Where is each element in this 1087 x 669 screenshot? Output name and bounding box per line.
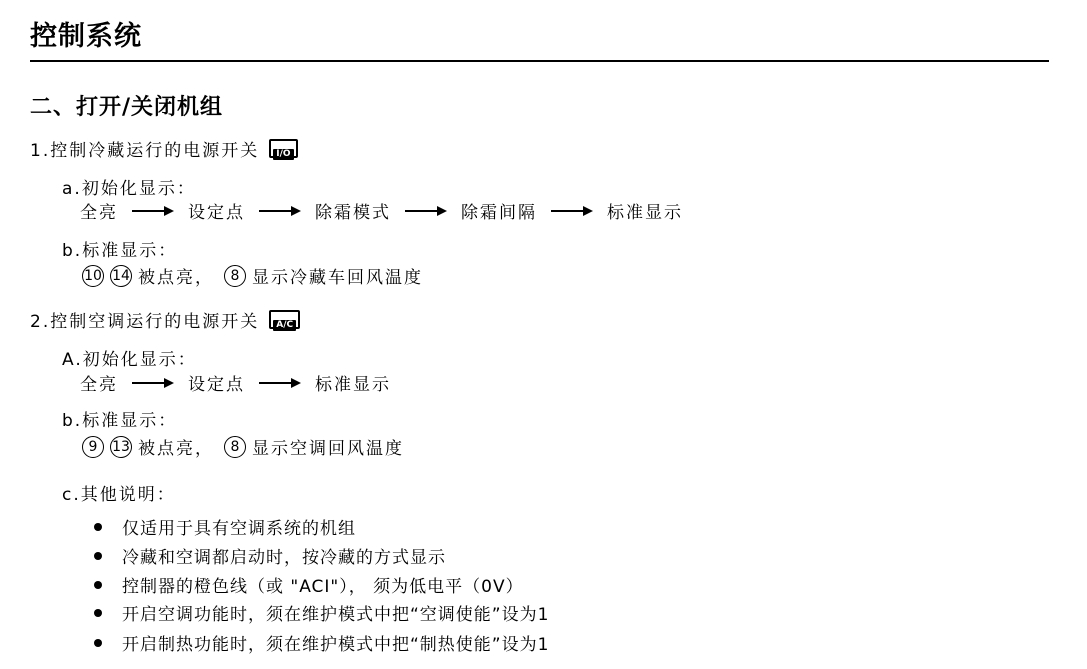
bullet-icon bbox=[94, 639, 102, 647]
note-item bbox=[94, 630, 549, 655]
bullet-icon bbox=[94, 523, 102, 531]
lit-text: 被点亮， bbox=[138, 268, 214, 288]
item2-heading: 2.控制空调运行的电源开关 bbox=[30, 312, 260, 332]
item1-heading: 1.控制冷藏运行的电源开关 bbox=[30, 141, 260, 161]
item2-b-label: b.标准显示： bbox=[62, 411, 178, 431]
circled-number: 10 bbox=[82, 265, 104, 287]
flow-step: 设定点 bbox=[188, 203, 245, 223]
note-item bbox=[94, 600, 549, 625]
lit-text: 被点亮， bbox=[138, 439, 214, 459]
flow-step: 全亮 bbox=[80, 203, 118, 223]
flow-step: 设定点 bbox=[188, 375, 245, 395]
page-title: 控制系统 bbox=[30, 21, 142, 52]
arrow-right-icon bbox=[259, 206, 301, 216]
bullet-icon bbox=[94, 552, 102, 560]
section-title: 二、打开/关闭机组 bbox=[30, 95, 224, 120]
circled-number: 13 bbox=[110, 436, 132, 458]
item2-a-flow bbox=[80, 370, 391, 395]
note-item bbox=[94, 514, 356, 539]
io-key-label: I/O bbox=[273, 149, 293, 160]
bullet-icon bbox=[94, 581, 102, 589]
item2-c-label: c.其他说明： bbox=[62, 485, 176, 505]
item2-a-label: A.初始化显示： bbox=[62, 350, 197, 370]
note-text: 仅适用于具有空调系统的机组 bbox=[122, 519, 356, 539]
item1-b-text: 显示冷藏车回风温度 bbox=[252, 268, 423, 288]
ac-key-label: A/C bbox=[273, 320, 296, 331]
item2-b-row bbox=[82, 434, 404, 459]
circled-number: 14 bbox=[110, 265, 132, 287]
item1-b-row bbox=[82, 263, 423, 288]
arrow-right-icon bbox=[132, 206, 174, 216]
flow-step: 标准显示 bbox=[607, 203, 683, 223]
note-text: 开启空调功能时，须在维护模式中把“空调使能”设为1 bbox=[122, 605, 550, 625]
arrow-right-icon bbox=[132, 378, 174, 388]
circled-number: 9 bbox=[82, 436, 104, 458]
circled-number: 8 bbox=[224, 436, 246, 458]
io-key-icon bbox=[269, 139, 297, 158]
arrow-right-icon bbox=[551, 206, 593, 216]
arrow-right-icon bbox=[405, 206, 447, 216]
note-text: 控制器的橙色线（或 "ACI"）， 须为低电平（0V） bbox=[122, 577, 524, 597]
note-text: 开启制热功能时，须在维护模式中把“制热使能”设为1 bbox=[122, 635, 550, 655]
note-text: 冷藏和空调都启动时，按冷藏的方式显示 bbox=[122, 548, 446, 568]
item2-heading-row bbox=[30, 307, 300, 332]
note-item bbox=[94, 572, 524, 597]
ac-key-icon bbox=[269, 310, 300, 329]
bullet-icon bbox=[94, 609, 102, 617]
flow-step: 除霜模式 bbox=[315, 203, 391, 223]
flow-step: 全亮 bbox=[80, 375, 118, 395]
note-item bbox=[94, 543, 446, 568]
item2-b-text: 显示空调回风温度 bbox=[252, 439, 404, 459]
flow-step: 除霜间隔 bbox=[461, 203, 537, 223]
title-rule bbox=[30, 60, 1049, 62]
flow-step: 标准显示 bbox=[315, 375, 391, 395]
item1-a-label: a.初始化显示： bbox=[62, 179, 196, 199]
arrow-right-icon bbox=[259, 378, 301, 388]
item1-heading-row bbox=[30, 136, 298, 161]
circled-number: 8 bbox=[224, 265, 246, 287]
item1-a-flow bbox=[80, 198, 683, 223]
item1-b-label: b.标准显示： bbox=[62, 241, 178, 261]
